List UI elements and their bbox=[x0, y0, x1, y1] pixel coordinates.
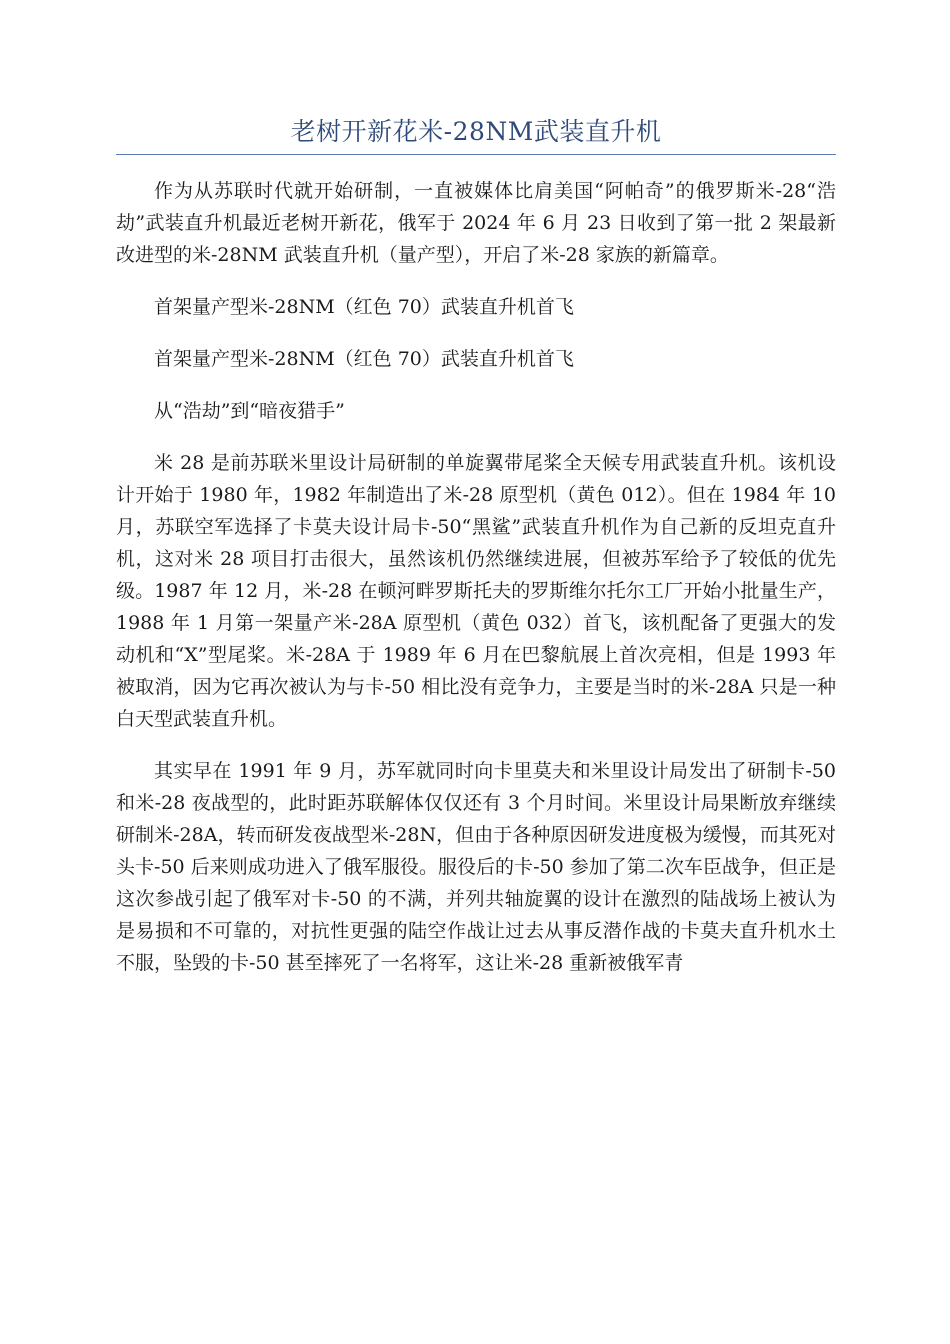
paragraph-history: 米 28 是前苏联米里设计局研制的单旋翼带尾桨全天候专用武装直升机。该机设计开始于 1980 年，1982 年制造出了米-28 原型机（黄色 012）。但在 1984 年 10 月，苏联空军选择了卡莫夫设计局卡-50“黑鲨”武装直升机作为自己新的反坦克直升机，这对米 28 项目打击很大，虽然该机仍然继续进展，但被苏军给予了较低的优先级。1987 年 12 月，米-28 在顿河畔罗斯托夫的罗斯维尔托尔工厂开始小批量生产，1988 年 1 月第一架量产米-28A 原型机（黄色 032）首飞，该机配备了更强大的发动机和“X”型尾桨。米-28A 于 1989 年 6 月在巴黎航展上首次亮相，但是 1993 年被取消，因为它再次被认为与卡-50 相比没有竞争力，主要是当时的米-28A 只是一种白天型武装直升机。 bbox=[116, 452, 836, 730]
paragraph-caption-1: 首架量产型米-28NM（红色 70）武装直升机首飞 bbox=[154, 296, 574, 318]
document-body bbox=[116, 175, 836, 979]
document-page bbox=[116, 112, 836, 999]
paragraph-night-variant: 其实早在 1991 年 9 月，苏军就同时向卡里莫夫和米里设计局发出了研制卡-50 和米-28 夜战型的，此时距苏联解体仅仅还有 3 个月时间。米里设计局果断放弃继续研制米-28A，转而研发夜战型米-28N，但由于各种原因研发进度极为缓慢，而其死对头卡-50 后来则成功进入了俄军服役。服役后的卡-50 参加了第二次车臣战争，但正是这次参战引起了俄军对卡-50 的不满，并列共轴旋翼的设计在激烈的陆战场上被认为是易损和不可靠的，对抗性更强的陆空作战让过去从事反潜作战的卡莫夫直升机水土不服，坠毁的卡-50 甚至摔死了一名将军，这让米-28 重新被俄军青 bbox=[116, 760, 836, 974]
paragraph-caption-2: 首架量产型米-28NM（红色 70）武装直升机首飞 bbox=[154, 348, 574, 370]
section-heading: 从“浩劫”到“暗夜猎手” bbox=[154, 400, 345, 422]
document-title: 老树开新花米-28NM武装直升机 bbox=[290, 117, 662, 146]
title-underline bbox=[116, 154, 836, 155]
paragraph-intro: 作为从苏联时代就开始研制，一直被媒体比肩美国“阿帕奇”的俄罗斯米-28“浩劫”武装直升机最近老树开新花，俄军于 2024 年 6 月 23 日收到了第一批 2 架最新改进型的米-28NM 武装直升机（量产型），开启了米-28 家族的新篇章。 bbox=[116, 180, 836, 266]
